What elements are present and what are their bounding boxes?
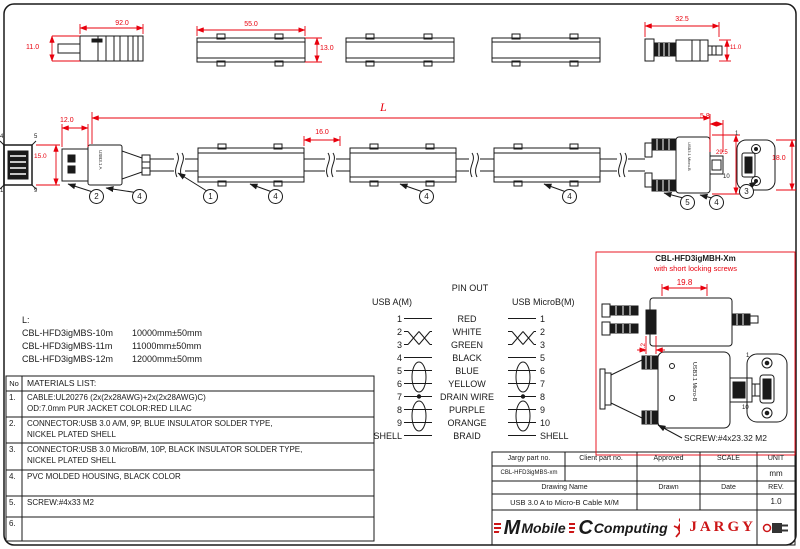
- dim-cable-stub: 16.0: [315, 129, 329, 136]
- titleblock-approved-label: Approved: [653, 455, 684, 462]
- logo-c: C: [578, 516, 593, 539]
- materials-row-no: 1.: [9, 393, 16, 402]
- balloon-ferrite-1: 4: [268, 189, 283, 204]
- micro-pin-top-label: 1: [735, 131, 739, 137]
- titleblock-drawing-name-value: USB 3.0 A to Micro-B Cable M/M: [510, 498, 619, 507]
- pinout-row-right: 5: [540, 353, 546, 363]
- micro-overmold-marking: USB3.1 Micro-B: [687, 142, 692, 171]
- dim-a-height: 11.0: [26, 44, 40, 51]
- pinout-row-right: 10: [540, 418, 551, 428]
- balloon-housing-micro: 4: [709, 195, 724, 210]
- dim-connector-height: 29.5: [716, 150, 728, 156]
- materials-row-text: SCREW:#4x33 M2: [27, 498, 94, 507]
- pinout-row-color: GREEN: [450, 340, 483, 350]
- dim-ferrite-height: 13.0: [320, 45, 334, 52]
- titleblock-jargy-label: Jargy part no.: [507, 455, 551, 462]
- a-corner-pin-bl: 1: [0, 188, 4, 194]
- balloon-cable: 1: [203, 189, 218, 204]
- materials-header: MATERIALS LIST:: [27, 378, 97, 388]
- pinout-row-right: 1: [540, 314, 546, 324]
- pinout-row-right: 8: [540, 392, 546, 402]
- pinout-row-right: 9: [540, 405, 546, 415]
- titleblock-jargy-value: CBL-HFD3igMBS-xm: [500, 470, 558, 476]
- titleblock-date-label: Date: [721, 484, 736, 491]
- pinout-title: PIN OUT: [451, 283, 489, 293]
- dim-variant-length: 19.8: [676, 278, 693, 287]
- a-overmold-marking: USB3.1 A: [98, 150, 103, 170]
- dim-variant-knurl: 3.2: [640, 342, 647, 352]
- pinout-row-left: 1: [396, 314, 402, 324]
- sheet-border: [4, 4, 796, 545]
- dim-tip-length: 5.8: [700, 113, 710, 120]
- pinout-row-right: SHELL: [540, 431, 569, 441]
- materials-row-text: NICKEL PLATED SHELL: [27, 430, 116, 439]
- pinout-row-left: 3: [396, 340, 402, 350]
- length-part-12m: CBL-HFD3igMBS-12m: [22, 354, 114, 364]
- pinout-row-left: 5: [396, 366, 402, 376]
- balloon-ferrite-2: 4: [419, 189, 434, 204]
- pinout-row-right: 3: [540, 340, 546, 350]
- pinout-row-right: 7: [540, 379, 546, 389]
- length-part-11m: CBL-HFD3igMBS-11m: [22, 341, 113, 351]
- materials-row-no: 3.: [9, 445, 16, 454]
- lengths-label: L:: [22, 315, 30, 325]
- pinout-row-color: YELLOW: [448, 379, 486, 389]
- materials-row-text: CONNECTOR:USB 3.0 MicroB/M, 10P, BLACK INSULATOR SOLDER TYPE,: [27, 445, 303, 454]
- pinout-right-header: USB MicroB(M): [512, 297, 575, 307]
- pinout-row-color: DRAIN WIRE: [440, 392, 494, 402]
- materials-row-no: 6.: [9, 519, 16, 528]
- pinout-left-header: USB A(M): [372, 297, 413, 307]
- balloon-screw: 5: [680, 195, 695, 210]
- logo-brand: JARGY: [689, 519, 756, 535]
- titleblock-rev-value: 1.0: [770, 497, 782, 506]
- pinout-row-left: 4: [396, 353, 402, 363]
- variant-overmold-marking: USB3.1 Micro-B: [691, 362, 697, 402]
- materials-row-text: NICKEL PLATED SHELL: [27, 456, 116, 465]
- titleblock-unit-label: UNIT: [767, 455, 785, 462]
- pinout-row-left: 8: [396, 405, 402, 415]
- pinout-row-left: 7: [396, 392, 402, 402]
- dim-ferrite-length: 55.0: [244, 21, 258, 28]
- length-value-12m: 12000mm±50mm: [132, 354, 202, 364]
- pinout-row-left: 9: [396, 418, 402, 428]
- materials-row-text: PVC MOLDED HOUSING, BLACK COLOR: [27, 472, 181, 481]
- speed-lines-icon: [494, 521, 501, 535]
- variant-subtitle: with short locking screws: [654, 264, 737, 273]
- company-logo: [494, 511, 756, 544]
- materials-row-text: CABLE:UL20276 (2x(2x28AWG)+2x(2x28AWG)C): [27, 393, 206, 402]
- black-linework: [0, 34, 795, 545]
- pinout-row-right: 6: [540, 366, 546, 376]
- logo-word1: Mobile: [521, 519, 566, 536]
- materials-row-no: 5.: [9, 498, 16, 507]
- pinout-row-color: BLUE: [455, 366, 479, 376]
- dim-shell-length: 12.0: [60, 117, 74, 124]
- length-value-10m: 10000mm±50mm: [132, 328, 202, 338]
- length-value-11m: 11000mm±50mm: [132, 341, 202, 351]
- pinout-row-left: SHELL: [373, 431, 402, 441]
- materials-row-no: 4.: [9, 472, 16, 481]
- balloon-connector-micro: 3: [739, 184, 754, 199]
- dim-a-overmold-height: 15.0: [34, 153, 47, 160]
- dim-micro-height: 11.0: [730, 45, 742, 51]
- running-man-icon: [671, 517, 681, 539]
- materials-row-no: 2.: [9, 419, 16, 428]
- dim-overall-length: L: [380, 100, 387, 114]
- titleblock-drawn-label: Drawn: [658, 484, 679, 491]
- titleblock-client-label: Client part no.: [579, 455, 623, 462]
- pinout-row-right: 2: [540, 327, 546, 337]
- titleblock-unit-value: mm: [769, 469, 783, 478]
- pinout-row-color: WHITE: [452, 327, 482, 337]
- variant-title: CBL-HFD3igMBH-Xm: [655, 254, 736, 263]
- pinout-row-left: 2: [396, 327, 402, 337]
- length-part-10m: CBL-HFD3igMBS-10m: [22, 328, 114, 338]
- plug-icon: [762, 519, 792, 537]
- pinout-row-color: PURPLE: [448, 405, 485, 415]
- titleblock-scale-label: SCALE: [717, 455, 740, 462]
- pinout-row-color: ORANGE: [447, 418, 487, 428]
- pinout-row-color: RED: [457, 314, 477, 324]
- materials-row-text: OD:7.0mm PUR JACKET COLOR:RED LILAC: [27, 404, 192, 413]
- titleblock-drawing-name-label: Drawing Name: [541, 484, 588, 491]
- dim-face-height: 18.0: [772, 155, 786, 162]
- titleblock-rev-label: REV.: [768, 484, 784, 491]
- a-corner-pin-tr: 5: [34, 134, 38, 140]
- screw-note: SCREW:#4x23.32 M2: [684, 433, 767, 443]
- balloon-ferrite-3: 4: [562, 189, 577, 204]
- a-corner-pin-tl: 4: [0, 134, 4, 140]
- pinout-row-color: BLACK: [452, 353, 482, 363]
- materials-no-header: No: [9, 379, 19, 388]
- a-corner-pin-br: 9: [34, 188, 38, 194]
- pinout-row-color: BRAID: [453, 431, 481, 441]
- dim-micro-length: 32.5: [675, 16, 689, 23]
- dim-a-length: 92.0: [115, 20, 129, 27]
- variant-pin-bottom: 10: [742, 405, 749, 411]
- variant-pin-top: 1: [746, 353, 750, 359]
- materials-row-text: CONNECTOR:USB 3.0 A/M, 9P, BLUE INSULATOR SOLDER TYPE,: [27, 419, 273, 428]
- balloon-housing-a: 4: [132, 189, 147, 204]
- pinout-row-left: 6: [396, 379, 402, 389]
- speed-lines-icon: [569, 521, 576, 535]
- balloon-connector-a: 2: [89, 189, 104, 204]
- logo-m: M: [503, 516, 521, 539]
- logo-word2: Computing: [593, 519, 668, 536]
- micro-pin-bottom-label: 10: [723, 174, 730, 180]
